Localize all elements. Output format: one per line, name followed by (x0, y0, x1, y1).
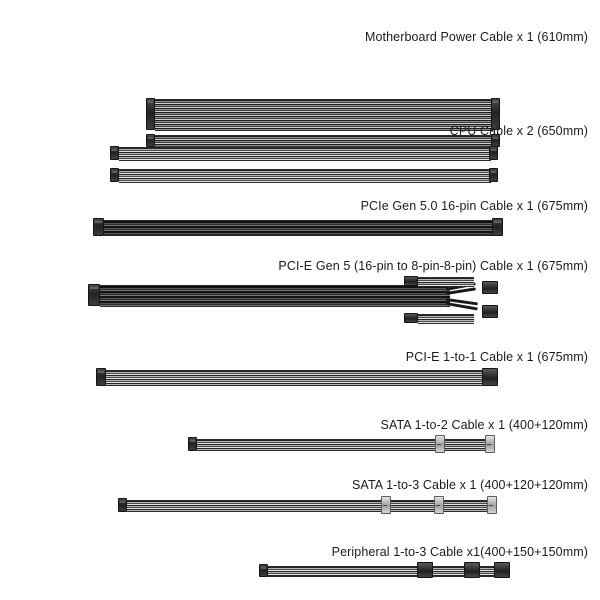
ribbon-sata1to3-run2 (391, 500, 434, 512)
caption-peripheral-1to3: Peripheral 1-to-3 Cable x1(400+150+150mm) (331, 545, 588, 559)
connector-sata1to3-source (118, 498, 127, 512)
connector-pcie-split-upper-end (482, 281, 498, 294)
connector-cpu1-left (110, 146, 119, 160)
caption-sata-1to2: SATA 1-to-2 Cable x 1 (400+120mm) (380, 418, 588, 432)
connector-molex-drive3 (494, 562, 510, 578)
artwork-peripheral-1to3 (0, 0, 600, 45)
connector-sata1to2-source (188, 437, 197, 451)
caption-pcie-gen5-16pin: PCIe Gen 5.0 16-pin Cable x 1 (675mm) (360, 199, 588, 213)
connector-pcie16-left (93, 218, 104, 236)
connector-cpu2-left (110, 168, 119, 182)
ribbon-molex-run1 (268, 566, 417, 577)
ribbon-sata1to3-run1 (127, 500, 381, 512)
connector-pcie-split-upper-mid (404, 276, 418, 286)
connector-pcie-split-lower-end (482, 305, 498, 318)
ribbon-pcie-split-trunk (100, 285, 450, 307)
caption-pcie-split: PCI-E Gen 5 (16-pin to 8-pin-8-pin) Cable x 1 (675mm) (278, 259, 588, 273)
connector-mb-left-main (146, 98, 155, 130)
ribbon-cpu1 (119, 147, 491, 161)
connector-sata1to2-drive2 (485, 435, 495, 453)
caption-motherboard-power: Motherboard Power Cable x 1 (610mm) (364, 30, 588, 44)
connector-pcie1to1-left (96, 368, 106, 386)
connector-sata1to3-drive3 (487, 496, 497, 514)
connector-molex-drive1 (417, 562, 433, 578)
connector-pcie-split-source (88, 284, 100, 306)
connector-sata1to3-drive1 (381, 496, 391, 514)
connector-pcie1to1-right (482, 368, 498, 386)
connector-pcie-split-lower-mid (404, 313, 418, 323)
ribbon-molex-run3 (480, 566, 494, 577)
connector-molex-drive2 (464, 562, 480, 578)
ribbon-sata1to2-run1 (197, 439, 435, 451)
ribbon-mb-main (155, 99, 493, 131)
connector-mb-left-aux (146, 134, 155, 147)
connector-sata1to3-drive2 (434, 496, 444, 514)
connector-sata1to2-drive1 (435, 435, 445, 453)
ribbon-cpu2 (119, 169, 491, 183)
connector-cpu2-right (489, 168, 498, 182)
connector-pcie16-right (492, 218, 503, 236)
caption-cpu: CPU Cable x 2 (650mm) (449, 124, 588, 138)
ribbon-molex-run2 (433, 566, 464, 577)
ribbon-sata1to3-run3 (444, 500, 487, 512)
ribbon-pcie1to1 (106, 370, 482, 386)
ribbon-pcie16 (104, 220, 494, 236)
caption-sata-1to3: SATA 1-to-3 Cable x 1 (400+120+120mm) (352, 478, 588, 492)
connector-molex-source (259, 564, 268, 577)
caption-pcie-1to1: PCI-E 1-to-1 Cable x 1 (675mm) (405, 350, 588, 364)
ribbon-sata1to2-run2 (445, 439, 485, 451)
ribbon-pcie-split-lower-mid (418, 314, 474, 324)
ribbon-pcie-split-upper-mid (418, 277, 474, 287)
connector-cpu1-right (489, 146, 498, 160)
